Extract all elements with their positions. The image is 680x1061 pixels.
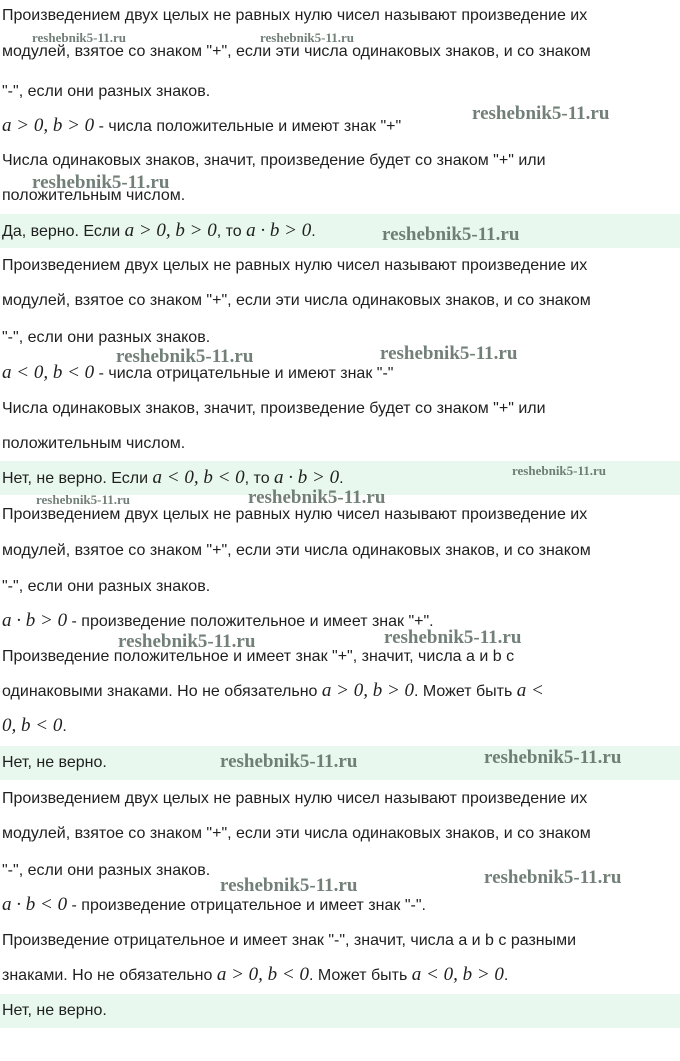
conclusion-text: . Может быть [309,967,412,984]
answer-prefix: Нет, не верно. Если [2,470,153,487]
math-expression: a > 0, b > 0 [2,115,95,136]
conclusion-line-2 [2,680,680,702]
watermark: reshebnik5-11.ru [248,487,386,508]
answer-end: . [311,223,316,240]
watermark: reshebnik5-11.ru [32,30,127,45]
watermark: reshebnik5-11.ru [220,751,358,772]
conclusion-line-1: Числа одинаковых знаков, значит, произведение будет со знаком "+" или [2,400,546,417]
conclusion-text: одинаковыми знаками. Но не обязательно [2,683,322,700]
watermark: reshebnik5-11.ru [380,343,518,364]
intro-line-2: модулей, взятое со знаком "+", если эти числа одинаковых знаков, и со знаком [2,825,591,842]
intro-line-3: "-", если они разных знаков. [2,578,211,595]
conclusion-line-1: Числа одинаковых знаков, значит, произведение будет со знаком "+" или [2,152,546,169]
answer-line: Нет, не верно. [2,754,107,771]
conclusion-line-1: Произведение положительное и имеет знак "+", значит, числа a и b с [2,648,515,665]
watermark: reshebnik5-11.ru [382,224,520,245]
math-expression: a > 0, b < 0 [216,964,310,985]
watermark: reshebnik5-11.ru [512,463,607,478]
answer-line [2,220,680,242]
math-expression: a · b > 0 [274,467,340,488]
conclusion-line-2: положительным числом. [2,187,186,204]
condition-line [2,894,680,916]
answer-mid: , то [216,223,247,240]
condition-text: - произведение положительное и имеет знак "+". [67,613,434,630]
conclusion-line-3 [2,715,680,737]
intro-line-2: модулей, взятое со знаком "+", если эти числа одинаковых знаков, и со знаком [2,542,591,559]
intro-line-3: "-", если они разных знаков. [2,83,211,100]
answer-prefix: Да, верно. Если [2,223,125,240]
intro-line-2: модулей, взятое со знаком "+", если эти числа одинаковых знаков, и со знаком [2,43,591,60]
answer-line: Нет, не верно. [2,1002,107,1019]
watermark: reshebnik5-11.ru [384,627,522,648]
condition-text: - числа положительные и имеют знак "+" [94,118,402,135]
math-expression: a · b > 0 [246,220,312,241]
conclusion-line-2: положительным числом. [2,435,186,452]
math-expression: a < 0, b > 0 [411,964,504,985]
math-expression: a < 0, b < 0 [2,362,95,383]
conclusion-text: . [503,967,509,984]
conclusion-line-2 [2,964,680,986]
intro-line-1: Произведением двух целых не равных нулю чисел называют произведение их [2,790,588,807]
condition-text: - произведение отрицательное и имеет знак "-". [67,897,426,914]
condition-text: - числа отрицательные и имеют знак "-" [94,365,394,382]
intro-line-1: Произведением двух целых не равных нулю чисел называют произведение их [2,506,588,523]
condition-line [2,362,680,384]
watermark: reshebnik5-11.ru [472,103,610,124]
watermark: reshebnik5-11.ru [116,346,254,367]
math-expression: a · b < 0 [2,894,68,915]
watermark: reshebnik5-11.ru [220,875,358,896]
watermark: reshebnik5-11.ru [32,172,170,193]
answer-mid: , то [244,470,275,487]
watermark: reshebnik5-11.ru [118,631,256,652]
math-expression: a < [516,680,544,701]
watermark: reshebnik5-11.ru [484,867,622,888]
math-expression: a < 0, b < 0 [152,467,245,488]
watermark: reshebnik5-11.ru [260,30,355,45]
intro-line-3: "-", если они разных знаков. [2,329,211,346]
intro-line-3: "-", если они разных знаков. [2,862,211,879]
conclusion-text: . [62,718,67,735]
conclusion-line-1: Произведение отрицательное и имеет знак "-", значит, числа a и b с разными [2,932,577,949]
math-expression: a > 0, b > 0 [124,220,217,241]
conclusion-text: знаками. Но не обязательно [2,967,217,984]
watermark: reshebnik5-11.ru [484,747,622,768]
intro-line-2: модулей, взятое со знаком "+", если эти числа одинаковых знаков, и со знаком [2,292,591,309]
watermark: reshebnik5-11.ru [36,492,131,507]
math-expression: 0, b < 0 [2,715,63,736]
answer-end: . [339,470,344,487]
conclusion-text: . Может быть [414,683,517,700]
intro-line-1: Произведением двух целых не равных нулю чисел называют произведение их [2,7,588,24]
math-expression: a · b > 0 [2,610,68,631]
math-expression: a > 0, b > 0 [321,680,415,701]
intro-line-1: Произведением двух целых не равных нулю чисел называют произведение их [2,257,588,274]
condition-line [2,610,680,632]
